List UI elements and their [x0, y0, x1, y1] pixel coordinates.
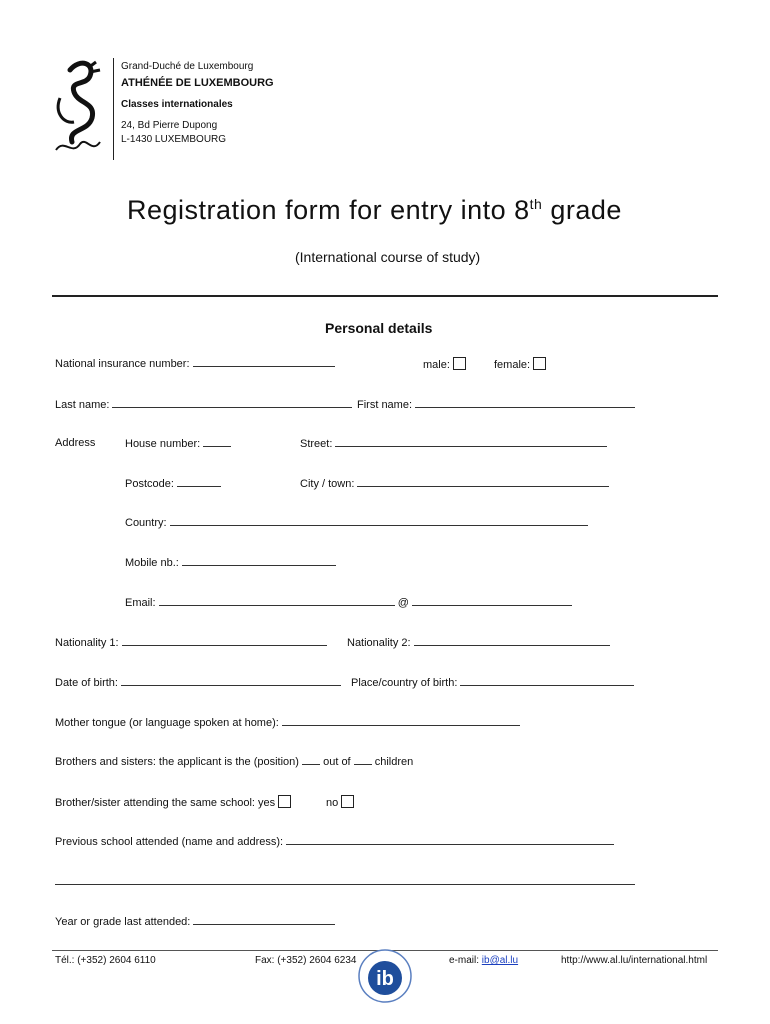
postcode-field[interactable]: [125, 477, 221, 490]
last-name-blank[interactable]: [112, 398, 352, 408]
national-insurance-blank[interactable]: [193, 357, 335, 367]
footer-fax: Fax: (+352) 2604 6234: [255, 955, 357, 966]
mobile-blank[interactable]: [182, 556, 336, 566]
house-number-blank[interactable]: [203, 437, 231, 447]
header-school-name: ATHÉNÉE DE LUXEMBOURG: [121, 77, 274, 89]
mobile-label: Mobile nb.:: [125, 557, 179, 569]
last-name-label: Last name:: [55, 399, 110, 411]
female-option[interactable]: [494, 357, 546, 371]
female-label: female:: [494, 359, 531, 371]
postcode-blank[interactable]: [177, 477, 221, 487]
first-name-label: First name:: [357, 399, 413, 411]
footer-email: [449, 955, 518, 966]
footer-email-link[interactable]: ib@al.lu: [481, 955, 519, 966]
siblings-label-b: out of: [323, 756, 351, 768]
last-grade-field[interactable]: [55, 915, 335, 928]
last-grade-blank[interactable]: [193, 915, 335, 925]
country-blank[interactable]: [170, 516, 588, 526]
siblings-field[interactable]: [55, 755, 413, 768]
pob-field[interactable]: [351, 676, 634, 689]
address-label: Address: [55, 437, 96, 449]
postcode-label: Postcode:: [125, 478, 174, 490]
country-field[interactable]: [125, 516, 588, 529]
nationality1-label: Nationality 1:: [55, 637, 119, 649]
house-number-field[interactable]: [125, 437, 231, 450]
dob-field[interactable]: [55, 676, 341, 689]
header-divider: [113, 58, 114, 160]
header-country: Grand-Duché de Luxembourg: [121, 61, 254, 72]
email-field[interactable]: [125, 596, 572, 609]
first-name-blank[interactable]: [415, 398, 635, 408]
footer-tel: Tél.: (+352) 2604 6110: [55, 955, 156, 966]
female-checkbox[interactable]: [533, 357, 546, 370]
pob-blank[interactable]: [460, 676, 634, 686]
city-blank[interactable]: [357, 477, 609, 487]
page-subtitle: (International course of study): [295, 249, 481, 265]
city-field[interactable]: [300, 477, 609, 490]
male-option[interactable]: [423, 357, 466, 371]
street-field[interactable]: [300, 437, 607, 450]
siblings-label-c: children: [374, 756, 414, 768]
previous-school-label: Previous school attended (name and address):: [55, 836, 284, 848]
last-name-field[interactable]: [55, 398, 352, 411]
ib-logo: [357, 948, 413, 1004]
ib-logo-text: ib: [376, 968, 394, 990]
sibling-school-no-option[interactable]: [326, 795, 354, 809]
email-domain-blank[interactable]: [412, 596, 572, 606]
first-name-field[interactable]: [357, 398, 635, 411]
male-label: male:: [423, 359, 450, 371]
sibling-school-no-label: no: [326, 797, 339, 809]
sibling-school-yes-option[interactable]: [55, 795, 291, 809]
dob-label: Date of birth:: [55, 677, 118, 689]
pob-label: Place/country of birth:: [351, 677, 458, 689]
sibling-school-no-checkbox[interactable]: [341, 795, 354, 808]
header-department: Classes internationales: [121, 99, 233, 110]
male-checkbox[interactable]: [453, 357, 466, 370]
siblings-total-blank[interactable]: [354, 755, 372, 765]
email-user-blank[interactable]: [159, 596, 395, 606]
siblings-label-a: Brothers and sisters: the applicant is the (position): [55, 756, 299, 768]
country-label: Country:: [125, 517, 167, 529]
section-title: Personal details: [325, 320, 433, 336]
sibling-school-label: Brother/sister attending the same school: yes: [55, 797, 276, 809]
siblings-position-blank[interactable]: [302, 755, 320, 765]
last-grade-label: Year or grade last attended:: [55, 916, 191, 928]
sibling-school-yes-checkbox[interactable]: [278, 795, 291, 808]
nationality1-field[interactable]: [55, 636, 327, 649]
email-label: Email:: [125, 597, 156, 609]
nationality1-blank[interactable]: [122, 636, 327, 646]
mobile-field[interactable]: [125, 556, 336, 569]
footer-website[interactable]: http://www.al.lu/international.html: [561, 955, 708, 966]
national-insurance-label: National insurance number:: [55, 358, 190, 370]
previous-school-field[interactable]: [55, 835, 614, 848]
mother-tongue-label: Mother tongue (or language spoken at home):: [55, 717, 279, 729]
nationality2-field[interactable]: [347, 636, 610, 649]
street-label: Street:: [300, 438, 333, 450]
footer-email-label: e-mail:: [449, 955, 480, 966]
mother-tongue-field[interactable]: [55, 716, 520, 729]
mother-tongue-blank[interactable]: [282, 716, 520, 726]
city-label: City / town:: [300, 478, 355, 490]
header-street: 24, Bd Pierre Dupong: [121, 120, 218, 131]
house-number-label: House number:: [125, 438, 201, 450]
national-insurance-field[interactable]: [55, 357, 335, 370]
ib-logo-drawing: [357, 948, 413, 1004]
title-divider: [52, 295, 718, 297]
school-logo: [50, 58, 110, 163]
page-title: Registration form for entry into 8th grade: [127, 195, 622, 225]
nationality2-blank[interactable]: [414, 636, 610, 646]
previous-school-blank-line2[interactable]: [55, 884, 635, 885]
street-blank[interactable]: [335, 437, 607, 447]
previous-school-blank[interactable]: [286, 835, 614, 845]
nationality2-label: Nationality 2:: [347, 637, 411, 649]
school-logo-drawing: [50, 58, 110, 163]
email-at-sign: @: [397, 597, 409, 609]
header-city: L-1430 LUXEMBOURG: [121, 134, 227, 145]
dob-blank[interactable]: [121, 676, 341, 686]
